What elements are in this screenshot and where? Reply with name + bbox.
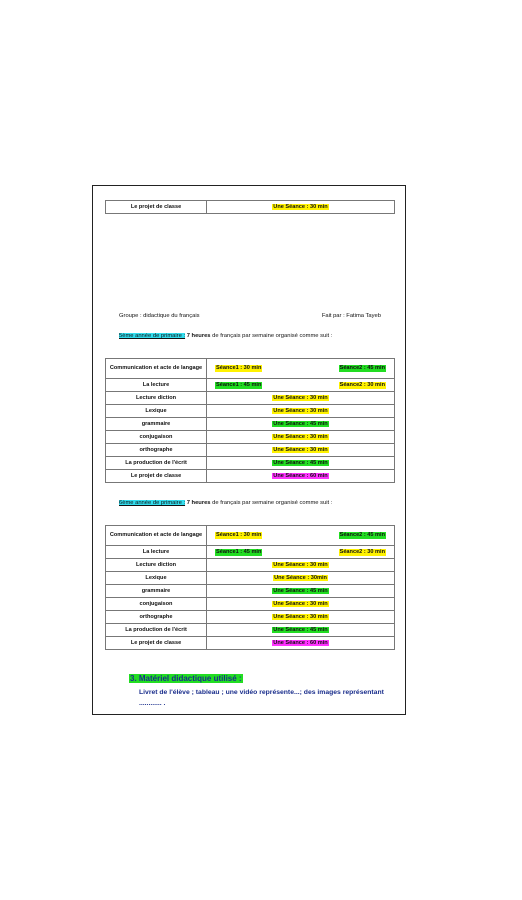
session-cell — [207, 572, 395, 585]
session-highlight: Une Séance : 60 min — [273, 639, 328, 646]
session-pair — [209, 549, 392, 556]
session-2-highlight: Séance2 : 45 min — [339, 532, 385, 538]
row-label: conjugaison — [106, 598, 207, 611]
row-label: La lecture — [106, 546, 207, 559]
session-cell — [207, 611, 395, 624]
row-label: La production de l'écrit — [106, 457, 207, 470]
session-highlight: Une Séance : 30 min — [273, 433, 328, 440]
session-highlight: Une Séance : 45 min — [273, 587, 328, 594]
session-highlight: Une Séance : 30 min — [273, 394, 328, 401]
session-highlight: Une Séance : 30 min — [273, 446, 328, 453]
author-label: Fait par : Fatima Tayeb — [321, 313, 381, 319]
session-1-highlight: Séance1 : 45 min — [216, 381, 262, 388]
table-row — [106, 572, 395, 585]
session-cell — [207, 379, 395, 392]
schedule-table-5eme — [105, 358, 395, 483]
session-highlight: Une Séance : 30 min — [273, 203, 328, 210]
session-2-highlight: Séance2 : 30 min — [339, 548, 385, 555]
session-cell — [207, 526, 395, 546]
row-label: La production de l'écrit — [106, 624, 207, 637]
session-highlight: Une Séance : 30 min — [273, 600, 328, 607]
row-label: Le projet de classe — [106, 637, 207, 650]
session-pair — [209, 382, 392, 389]
session-cell — [207, 444, 395, 457]
session-2-highlight: Séance2 : 45 min — [339, 365, 385, 371]
session-highlight: Une Séance : 60 min — [273, 472, 328, 479]
table-row — [106, 418, 395, 431]
row-label: Lexique — [106, 405, 207, 418]
intro-text: de français par semaine organisé comme suit : — [212, 333, 333, 339]
row-label: Le projet de classe — [106, 470, 207, 483]
session-cell — [207, 359, 395, 379]
session-cell — [207, 585, 395, 598]
group-line — [119, 313, 381, 319]
document-page — [92, 185, 406, 715]
materiel-title — [129, 674, 243, 683]
session-cell — [207, 559, 395, 572]
session-highlight: Une Séance : 45 min — [273, 626, 328, 633]
materiel-text: Livret de l'élève ; tableau ; une vidéo représente...; des images représentant ............ . — [139, 689, 384, 707]
session-1-highlight: Séance1 : 30 min — [216, 532, 262, 538]
table-row — [106, 457, 395, 470]
session-cell — [207, 624, 395, 637]
session-1-highlight: Séance1 : 45 min — [216, 548, 262, 555]
session-cell — [207, 392, 395, 405]
row-label: Communication et acte de langage — [106, 526, 207, 546]
group-label: Groupe : didactique du français — [119, 313, 200, 319]
hours-label: 7 heures — [186, 333, 211, 339]
session-1-highlight: Séance1 : 30 min — [216, 365, 262, 371]
row-label: La lecture — [106, 379, 207, 392]
materiel-title-text: 3. Matériel didactique utilisé : — [130, 674, 242, 683]
row-label: grammaire — [106, 418, 207, 431]
session-cell — [207, 457, 395, 470]
session-pair — [209, 532, 392, 539]
session-2-highlight: Séance2 : 30 min — [339, 381, 385, 388]
table-row — [106, 379, 395, 392]
table-row — [106, 598, 395, 611]
hours-label: 7 heures — [186, 500, 211, 506]
row-label: Communication et acte de langage — [106, 359, 207, 379]
table-row — [106, 637, 395, 650]
table-row — [106, 405, 395, 418]
row-label: Lexique — [106, 572, 207, 585]
intro-6eme — [119, 499, 381, 508]
table-row — [106, 359, 395, 379]
row-label: orthographe — [106, 444, 207, 457]
session-cell — [207, 418, 395, 431]
table-row — [106, 470, 395, 483]
session-cell — [207, 470, 395, 483]
session-cell — [207, 637, 395, 650]
table-row — [106, 624, 395, 637]
session-pair — [209, 365, 392, 372]
top-table — [105, 200, 395, 214]
row-label: Lecture diction — [106, 392, 207, 405]
table-row — [106, 585, 395, 598]
session-cell — [207, 431, 395, 444]
session-highlight: Une Séance : 30 min — [273, 407, 328, 414]
table-row — [106, 559, 395, 572]
table-row — [106, 444, 395, 457]
table-row — [106, 431, 395, 444]
session-highlight: Une Séance : 30 min — [273, 561, 328, 568]
session-highlight: Une Séance : 30min — [274, 574, 327, 581]
session-cell — [207, 405, 395, 418]
session-cell — [207, 546, 395, 559]
row-label: grammaire — [106, 585, 207, 598]
intro-5eme — [119, 332, 381, 341]
year-label: 6ème année de primaire : — [119, 500, 186, 506]
row-label: Lecture diction — [106, 559, 207, 572]
row-label: orthographe — [106, 611, 207, 624]
table-row — [106, 526, 395, 546]
session-cell — [207, 598, 395, 611]
session-highlight: Une Séance : 45 min — [273, 459, 328, 466]
row-label: Le projet de classe — [106, 201, 207, 214]
year-label: 5ème année de primaire : — [119, 333, 186, 339]
intro-text: de français par semaine organisé comme suit : — [212, 500, 333, 506]
session-highlight: Une Séance : 45 min — [273, 420, 328, 427]
session-highlight: Une Séance : 30 min — [273, 613, 328, 620]
table-row — [106, 392, 395, 405]
table-row — [106, 546, 395, 559]
session-cell — [207, 201, 395, 214]
row-label: conjugaison — [106, 431, 207, 444]
schedule-table-6eme — [105, 525, 395, 650]
table-row — [106, 611, 395, 624]
